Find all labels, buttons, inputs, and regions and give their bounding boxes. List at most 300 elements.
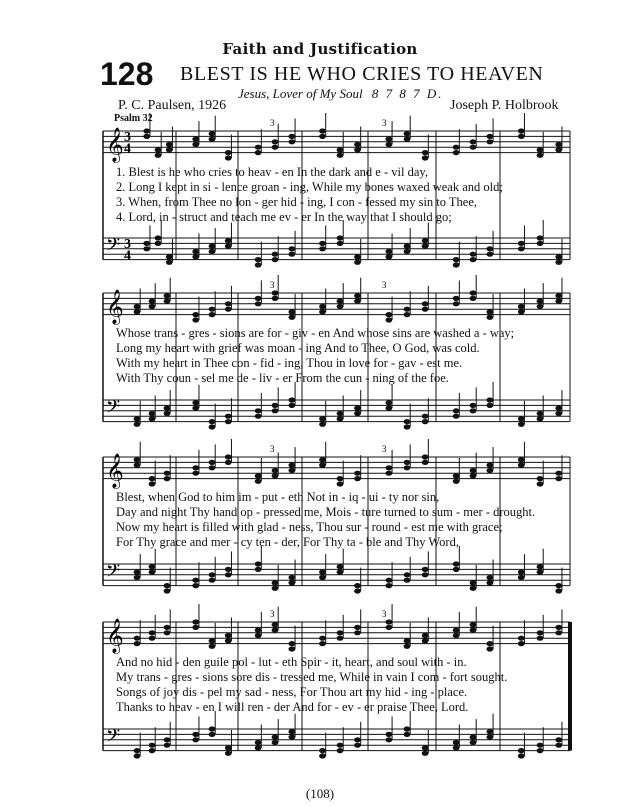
note-head — [209, 137, 216, 142]
note-head — [385, 737, 392, 742]
note-head — [537, 743, 544, 748]
note-head — [470, 586, 477, 591]
note-head — [518, 463, 525, 468]
note-head — [192, 406, 199, 411]
note-head — [486, 641, 493, 646]
triplet-marker: 3 — [270, 444, 275, 454]
note-head — [192, 317, 199, 322]
note-head — [337, 748, 344, 753]
note-head — [537, 570, 544, 575]
note-head — [422, 307, 429, 312]
note-head — [337, 636, 344, 641]
note-head — [337, 411, 344, 416]
note-head — [518, 304, 525, 309]
time-signature-bottom: 4 — [124, 141, 131, 157]
note-head — [255, 150, 262, 155]
note-head — [453, 567, 460, 572]
note-head — [537, 636, 544, 641]
treble-clef-icon: 𝄞 — [106, 127, 124, 163]
note-head — [255, 567, 262, 572]
note-head — [319, 134, 326, 139]
note-head — [272, 586, 279, 591]
text-author: P. C. Paulsen, 1926 — [118, 98, 227, 113]
triplet-marker: 3 — [382, 118, 387, 128]
note-head — [288, 252, 295, 257]
note-head — [155, 241, 162, 246]
lyric-line-1-2: 2. Long I kept in si - lence groan - ing, While my bones waxed weak and old; — [116, 180, 503, 194]
note-head — [518, 570, 525, 575]
note-head — [385, 465, 392, 470]
note-head — [337, 153, 344, 158]
note-head — [192, 737, 199, 742]
note-head — [385, 142, 392, 147]
note-head — [255, 479, 262, 484]
note-head — [225, 419, 232, 424]
note-head — [555, 147, 562, 152]
note-head — [453, 473, 460, 478]
note-head — [192, 400, 199, 405]
note-head — [272, 468, 279, 473]
note-head — [422, 751, 429, 756]
note-head — [337, 570, 344, 575]
meter: 8 7 8 7 D. — [371, 86, 444, 101]
note-head — [453, 479, 460, 484]
lyric-line-4-1: And no hid - den guile pol - lut - eth Spir - it, heart, and soul with - in. — [116, 655, 467, 669]
note-head — [225, 155, 232, 160]
note-head — [518, 134, 525, 139]
note-head — [555, 743, 562, 748]
note-head — [354, 254, 361, 259]
note-head — [164, 299, 171, 304]
hymn-number: 128 — [100, 56, 154, 92]
note-head — [354, 406, 361, 411]
note-head — [385, 578, 392, 583]
triplet-marker: 3 — [270, 609, 275, 619]
note-head — [537, 481, 544, 486]
note-head — [354, 471, 361, 476]
treble-clef-icon: 𝄞 — [106, 289, 124, 325]
note-head — [149, 304, 156, 309]
note-head — [209, 644, 216, 649]
note-head — [319, 128, 326, 133]
note-head — [486, 729, 493, 734]
note-head — [255, 301, 262, 306]
note-head — [470, 468, 477, 473]
note-head — [486, 246, 493, 251]
note-head — [164, 583, 171, 588]
note-head — [354, 299, 361, 304]
page-number: (108) — [305, 786, 335, 801]
lyric-line-2-4: With Thy coun - sel me de - liv - er From the cun - ning of the foe. — [116, 371, 449, 385]
note-head — [164, 743, 171, 748]
lyric-line-2-1: Whose trans - gres - sions are for - giv - en And whose sins are washed a - way; — [116, 326, 515, 340]
note-head — [225, 633, 232, 638]
note-head — [225, 238, 232, 243]
note-head — [192, 137, 199, 142]
note-head — [470, 740, 477, 745]
note-head — [537, 416, 544, 421]
note-head — [209, 249, 216, 254]
note-head — [404, 419, 411, 424]
note-head — [225, 150, 232, 155]
note-head — [288, 641, 295, 646]
note-head — [354, 293, 361, 298]
note-head — [166, 147, 173, 152]
lyric-line-4-4: Thanks to heav - en I will ren - der And for - ev - er praise Thee, Lord. — [116, 700, 469, 714]
note-head — [225, 572, 232, 577]
note-head — [354, 743, 361, 748]
note-head — [134, 636, 141, 641]
note-head — [272, 403, 279, 408]
note-head — [470, 473, 477, 478]
note-head — [225, 414, 232, 419]
note-head — [164, 293, 171, 298]
note-head — [149, 481, 156, 486]
lyric-line-1-4: 4. Lord, in - struct and teach me ev - er In the way that I should go; — [116, 210, 452, 224]
note-head — [518, 575, 525, 580]
note-head — [555, 406, 562, 411]
note-head — [453, 561, 460, 566]
note-head — [404, 572, 411, 577]
note-head — [518, 416, 525, 421]
note-head — [453, 257, 460, 262]
note-head — [164, 406, 171, 411]
lyric-line-3-3: Now my heart is filled with glad - ness, Thou sur - round - est me with grace; — [116, 520, 503, 534]
note-head — [453, 150, 460, 155]
lyrics-system-2 — [116, 326, 570, 386]
note-head — [255, 257, 262, 262]
note-head — [453, 740, 460, 745]
note-head — [209, 419, 216, 424]
note-head — [225, 638, 232, 643]
note-head — [149, 630, 156, 635]
note-head — [354, 476, 361, 481]
note-head — [337, 564, 344, 569]
triplet-marker: 3 — [382, 444, 387, 454]
note-head — [422, 238, 429, 243]
note-head — [422, 155, 429, 160]
note-head — [354, 147, 361, 152]
note-head — [319, 457, 326, 462]
note-head — [385, 254, 392, 259]
lyric-line-3-2: Day and night Thy hand op - pressed me, Mois - ture turned to sum - mer - drought. — [116, 505, 536, 519]
note-head — [288, 735, 295, 740]
note-head — [288, 403, 295, 408]
note-head — [255, 745, 262, 750]
note-head — [385, 583, 392, 588]
note-head — [288, 309, 295, 314]
note-head — [288, 397, 295, 402]
note-head — [134, 641, 141, 646]
note-head — [255, 414, 262, 419]
note-head — [225, 301, 232, 306]
note-head — [518, 457, 525, 462]
note-head — [453, 745, 460, 750]
note-head — [319, 416, 326, 421]
note-head — [192, 471, 199, 476]
note-head — [143, 246, 150, 251]
time-signature-top: 3 — [124, 129, 131, 145]
note-head — [470, 622, 477, 627]
note-head — [288, 315, 295, 320]
note-head — [385, 619, 392, 624]
lyric-line-4-2: My trans - gres - sions sore dis - tressed me, While in vain I com - fort sought. — [116, 670, 508, 684]
note-head — [555, 588, 562, 593]
note-head — [470, 628, 477, 633]
note-head — [354, 630, 361, 635]
note-head — [149, 743, 156, 748]
time-signature-bottom: 4 — [124, 248, 131, 264]
note-head — [404, 244, 411, 249]
note-head — [225, 745, 232, 750]
note-head — [470, 408, 477, 413]
note-head — [288, 134, 295, 139]
note-head — [225, 244, 232, 249]
note-head — [422, 633, 429, 638]
note-head — [337, 235, 344, 240]
note-head — [164, 411, 171, 416]
bass-clef-icon: 𝄢 — [106, 397, 121, 423]
note-head — [518, 246, 525, 251]
lyric-line-2-3: With my heart in Thee con - fid - ing, Thou in love for - gav - est me. — [116, 356, 463, 370]
note-head — [537, 241, 544, 246]
music-composer: Joseph P. Holbrook — [450, 98, 559, 113]
note-head — [537, 147, 544, 152]
note-head — [555, 260, 562, 265]
note-head — [354, 260, 361, 265]
note-head — [537, 564, 544, 569]
note-head — [143, 241, 150, 246]
note-head — [149, 416, 156, 421]
note-head — [225, 307, 232, 312]
note-head — [453, 301, 460, 306]
note-head — [209, 307, 216, 312]
note-head — [149, 564, 156, 569]
triplet-marker: 3 — [270, 280, 275, 290]
note-head — [319, 570, 326, 575]
note-head — [537, 235, 544, 240]
note-head — [319, 753, 326, 758]
note-head — [555, 471, 562, 476]
note-head — [164, 476, 171, 481]
note-head — [255, 296, 262, 301]
note-head — [337, 630, 344, 635]
note-head — [422, 567, 429, 572]
lyric-line-3-4: For Thy grace and mer - cy ten - der, For Thy ta - ble and Thy Word, — [116, 535, 459, 549]
note-head — [385, 312, 392, 317]
note-head — [209, 465, 216, 470]
note-head — [149, 570, 156, 575]
note-head — [354, 142, 361, 147]
note-head — [209, 578, 216, 583]
note-head — [134, 416, 141, 421]
treble-clef-icon: 𝄞 — [106, 618, 124, 654]
note-head — [537, 304, 544, 309]
note-head — [192, 583, 199, 588]
note-head — [272, 408, 279, 413]
note-head — [166, 260, 173, 265]
note-head — [537, 630, 544, 635]
bass-clef-icon: 𝄢 — [106, 235, 121, 261]
note-head — [555, 254, 562, 259]
note-head — [319, 641, 326, 646]
note-head — [404, 578, 411, 583]
note-head — [453, 145, 460, 150]
note-head — [272, 139, 279, 144]
note-head — [486, 252, 493, 257]
note-head — [486, 315, 493, 320]
lyrics-system-4 — [116, 655, 570, 715]
note-head — [272, 580, 279, 585]
note-head — [209, 638, 216, 643]
note-head — [470, 403, 477, 408]
note-head — [337, 481, 344, 486]
note-head — [422, 572, 429, 577]
note-head — [164, 737, 171, 742]
note-head — [288, 463, 295, 468]
note-head — [288, 246, 295, 251]
note-head — [555, 411, 562, 416]
scripture-reference: Psalm 32 — [114, 113, 153, 124]
note-head — [319, 422, 326, 427]
lyric-line-1-1: 1. Blest is he who cries to heav - en In the dark and e - vil day, — [116, 165, 428, 179]
note-head — [134, 753, 141, 758]
note-head — [555, 299, 562, 304]
lyric-line-1-3: 3. When, from Thee no lon - ger hid - ing, I con - fessed my sin to Thee, — [116, 195, 478, 209]
note-head — [555, 630, 562, 635]
note-head — [354, 737, 361, 742]
note-head — [209, 572, 216, 577]
note-head — [319, 575, 326, 580]
note-head — [518, 422, 525, 427]
note-head — [354, 411, 361, 416]
note-head — [272, 145, 279, 150]
note-head — [255, 473, 262, 478]
note-head — [555, 737, 562, 742]
note-head — [422, 419, 429, 424]
note-head — [337, 476, 344, 481]
note-head — [272, 257, 279, 262]
note-head — [319, 463, 326, 468]
note-head — [422, 460, 429, 465]
note-head — [470, 580, 477, 585]
note-head — [404, 460, 411, 465]
note-head — [453, 628, 460, 633]
note-head — [518, 753, 525, 758]
note-head — [486, 580, 493, 585]
note-head — [453, 296, 460, 301]
note-head — [288, 139, 295, 144]
note-head — [272, 628, 279, 633]
note-head — [404, 638, 411, 643]
note-head — [555, 476, 562, 481]
note-head — [166, 142, 173, 147]
note-head — [354, 588, 361, 593]
triplet-marker: 3 — [382, 280, 387, 290]
note-head — [470, 290, 477, 295]
note-head — [404, 465, 411, 470]
note-head — [319, 246, 326, 251]
note-head — [134, 463, 141, 468]
note-head — [385, 625, 392, 630]
note-head — [149, 299, 156, 304]
note-head — [134, 748, 141, 753]
hymn-title: BLEST IS HE WHO CRIES TO HEAVEN — [180, 63, 544, 85]
note-head — [134, 304, 141, 309]
note-head — [537, 411, 544, 416]
note-head — [288, 646, 295, 651]
note-head — [255, 408, 262, 413]
note-head — [422, 150, 429, 155]
note-head — [149, 411, 156, 416]
triplet-marker: 3 — [382, 609, 387, 619]
note-head — [155, 153, 162, 158]
note-head — [255, 740, 262, 745]
lyrics-system-3 — [116, 490, 570, 550]
note-head — [422, 414, 429, 419]
note-head — [155, 235, 162, 240]
note-head — [385, 400, 392, 405]
note-head — [404, 307, 411, 312]
note-head — [164, 471, 171, 476]
note-head — [354, 583, 361, 588]
note-head — [486, 397, 493, 402]
note-head — [225, 454, 232, 459]
note-head — [143, 134, 150, 139]
note-head — [164, 630, 171, 635]
note-head — [134, 570, 141, 575]
note-head — [143, 128, 150, 133]
note-head — [537, 476, 544, 481]
note-head — [555, 293, 562, 298]
note-head — [192, 578, 199, 583]
note-head — [337, 299, 344, 304]
note-head — [486, 468, 493, 473]
note-head — [319, 309, 326, 314]
note-head — [404, 644, 411, 649]
note-head — [555, 583, 562, 588]
note-head — [486, 575, 493, 580]
note-head — [518, 128, 525, 133]
note-head — [385, 137, 392, 142]
lyric-line-4-3: Songs of joy dis - pel my sad - ness, For Thou art my hid - ing - place. — [116, 685, 468, 699]
note-head — [404, 732, 411, 737]
note-head — [337, 241, 344, 246]
note-head — [134, 575, 141, 580]
note-head — [337, 147, 344, 152]
note-head — [453, 408, 460, 413]
note-head — [149, 636, 156, 641]
note-head — [486, 403, 493, 408]
note-head — [470, 257, 477, 262]
triplet-marker: 3 — [270, 118, 275, 128]
note-head — [319, 304, 326, 309]
note-head — [518, 748, 525, 753]
note-head — [272, 735, 279, 740]
note-head — [354, 625, 361, 630]
note-head — [470, 252, 477, 257]
note-head — [272, 290, 279, 295]
note-head — [164, 625, 171, 630]
note-head — [422, 454, 429, 459]
note-head — [555, 625, 562, 630]
note-head — [486, 735, 493, 740]
note-head — [422, 301, 429, 306]
note-head — [453, 414, 460, 419]
note-head — [453, 262, 460, 267]
note-head — [404, 312, 411, 317]
note-head — [486, 646, 493, 651]
